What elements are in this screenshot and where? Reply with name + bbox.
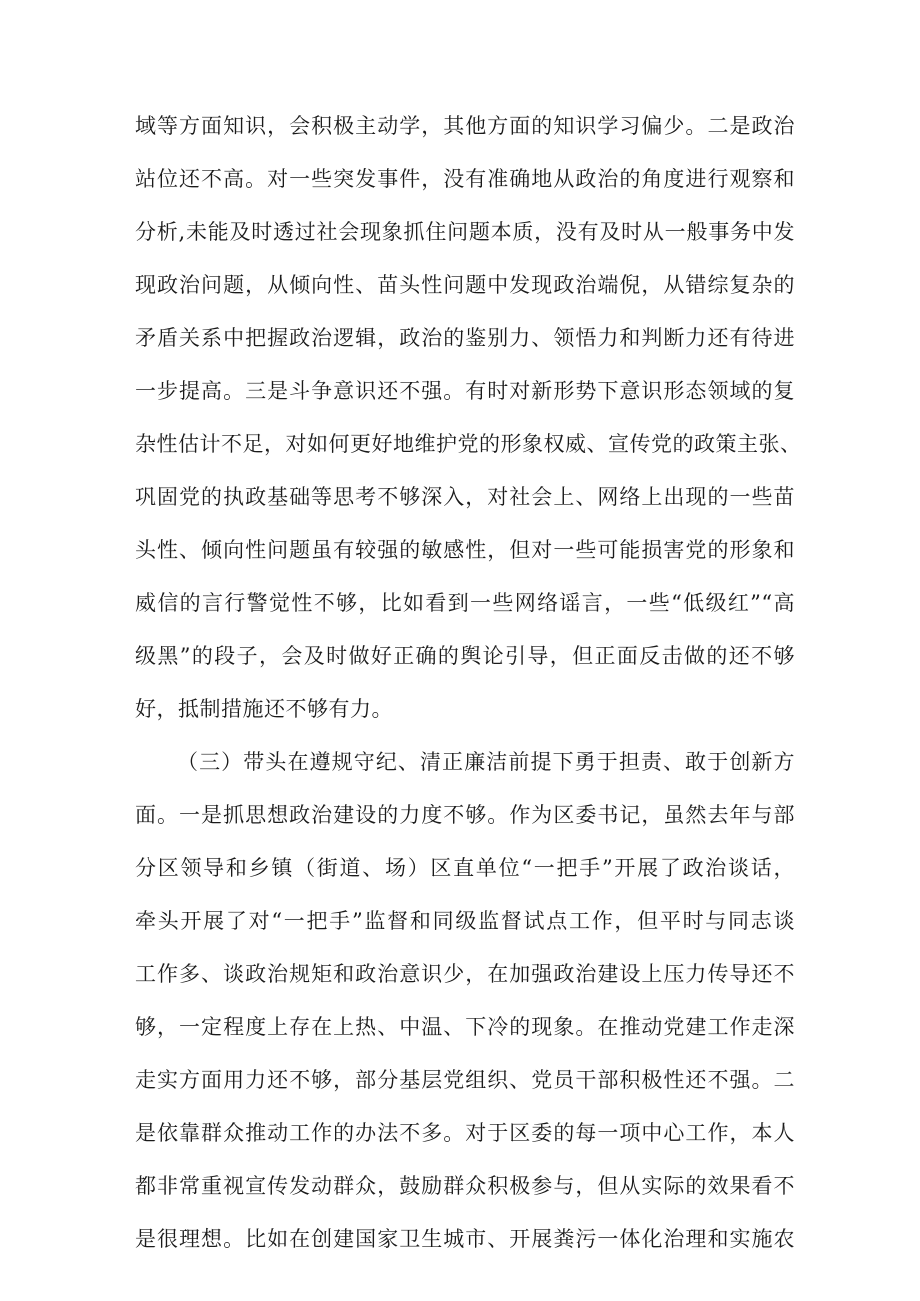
text-line: 是依靠群众推动工作的办法不多。对于区委的每一项中心工作，本人 — [135, 1121, 795, 1145]
text-line: 都非常重视宣传发动群众，鼓励群众积极参与，但从实际的效果看不 — [135, 1174, 795, 1198]
text-line: 一步提高。三是斗争意识还不强。有时对新形势下意识形态领域的复 — [135, 379, 795, 403]
text-line: 走实方面用力还不够，部分基层党组织、党员干部积极性还不强。二 — [135, 1068, 795, 1092]
text-line: 是很理想。比如在创建国家卫生城市、开展粪污一体化治理和实施农 — [135, 1227, 795, 1251]
text-line: 工作多、谈政治规矩和政治意识少，在加强政治建设上压力传导还不 — [135, 962, 795, 986]
text-line: 够，一定程度上存在上热、中温、下冷的现象。在推动党建工作走深 — [135, 1015, 795, 1039]
text-line: 站位还不高。对一些突发事件，没有准确地从政治的角度进行观察和 — [135, 167, 795, 191]
text-line: 牵头开展了对“一把手”监督和同级监督试点工作，但平时与同志谈 — [135, 909, 795, 933]
text-line: 现政治问题，从倾向性、苗头性问题中发现政治端倪，从错综复杂的 — [135, 273, 795, 297]
text-line: 杂性估计不足，对如何更好地维护党的形象权威、宣传党的政策主张、 — [135, 432, 802, 456]
text-line: 威信的言行警觉性不够，比如看到一些网络谣言，一些“低级红”“高 — [135, 591, 795, 615]
text-line: 矛盾关系中把握政治逻辑，政治的鉴别力、领悟力和判断力还有待进 — [135, 326, 795, 350]
text-line: 分区领导和乡镇（街道、场）区直单位“一把手”开展了政治谈话， — [135, 856, 795, 880]
text-line: 级黑”的段子，会及时做好正确的舆论引导，但正面反击做的还不够 — [135, 644, 795, 668]
text-line: 巩固党的执政基础等思考不够深入，对社会上、网络上出现的一些苗 — [135, 485, 795, 509]
text-line: 头性、倾向性问题虽有较强的敏感性，但对一些可能损害党的形象和 — [135, 538, 795, 562]
paragraph-end-line: 好，抵制措施还不够有力。 — [135, 697, 393, 721]
text-line: 分析,未能及时透过社会现象抓住问题本质，没有及时从一般事务中发 — [135, 220, 795, 244]
section-heading-line: （三）带头在遵规守纪、清正廉洁前提下勇于担责、敢于创新方 — [177, 750, 795, 774]
text-line: 域等方面知识，会积极主动学，其他方面的知识学习偏少。二是政治 — [135, 114, 795, 138]
text-line: 面。一是抓思想政治建设的力度不够。作为区委书记，虽然去年与部 — [135, 803, 795, 827]
